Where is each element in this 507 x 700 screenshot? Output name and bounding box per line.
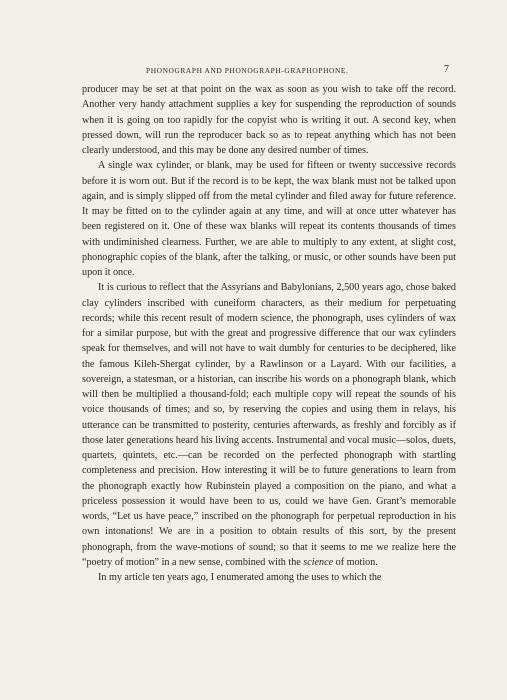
italic-word: science [303, 556, 334, 568]
paragraph [82, 570, 456, 585]
running-title: PHONOGRAPH AND PHONOGRAPH-GRAPHOPHONE. [146, 66, 349, 75]
paragraph-text: of motion. [333, 556, 378, 568]
paragraph [82, 280, 456, 570]
body-text [82, 82, 456, 585]
paragraph-text: It is curious to reflect that the Assyrians and Babylonians, 2,500 years ago, chose baked clay cylinders inscribed with cuneiform characters, as their medium for perpetuating records; while this recent result of modern science, the phonograph, uses cylinders of wax for a similar purpose, but with the great and progressive difference that our wax cylinders speak for themselves, and will not have to wait dumbly for centuries to be deciphered, like the famous Kileh-Shergat cylinder, by a Rawlinson or a Layard. With our facilities, a sovereign, a statesman, or a historian, can inscribe his words on a phonograph blank, which will then be multiplied a thousand-fold; each multiple copy will repeat the sounds of his voice thousands of times; and so, by reserving the copies and using them in relays, his utterance can be transmitted to posterity, centuries afterwards, as freshly and forcibly as if those later generations heard his living accents. Instrumental and vocal music—solos, duets, quartets, quintets, etc.—can be recorded on the perfected phonograph with startling completeness and precision. How interesting it will be to future generations to learn from the phonograph exactly how Rubinstein played a composition on the piano, and what a priceless possession it would have been to us, could we have Gen. Grant’s memorable words, “Let us have peace,” inscribed on the phonograph for perpetual reproduction in his own intonations! We are in a position to obtain results of this sort, by the present phonograph, from the wave-motions of sound; so that it seems to me we realize here the “poetry of motion” in a new sense, combined with the [82, 282, 456, 568]
paragraph [82, 82, 456, 158]
paragraph [82, 158, 456, 280]
page-number: 7 [444, 64, 449, 75]
paragraph-text: In my article ten years ago, I enumerated among the uses to which the [98, 572, 382, 583]
paragraph-text: producer may be set at that point on the wax as soon as you wish to take off the record. Another very handy attachment supplies a key for suspending the reproduction of sounds when it is going on too rapidly for the copyist who is writing it out. A second key, when pressed down, will run the reproducer back so as to repeat anything which has not been clearly understood, and this may be done any desired number of times. [82, 84, 456, 156]
running-header [0, 64, 507, 78]
paragraph-text: A single wax cylinder, or blank, may be used for fifteen or twenty successive records before it is worn out. But if the record is to be kept, the wax blank must not be talked upon again, and is simply slipped off from the metal cylinder and filed away for future reference. It may be fitted on to the cylinder again at any time, and will at once utter whatever has been registered on it. One of these wax blanks will repeat its contents thousands of times with undiminished clearness. Further, we are able to multiply to any extent, at slight cost, phonographic copies of the blank, after the talking, or music, or other sounds have been put upon it once. [82, 160, 456, 278]
